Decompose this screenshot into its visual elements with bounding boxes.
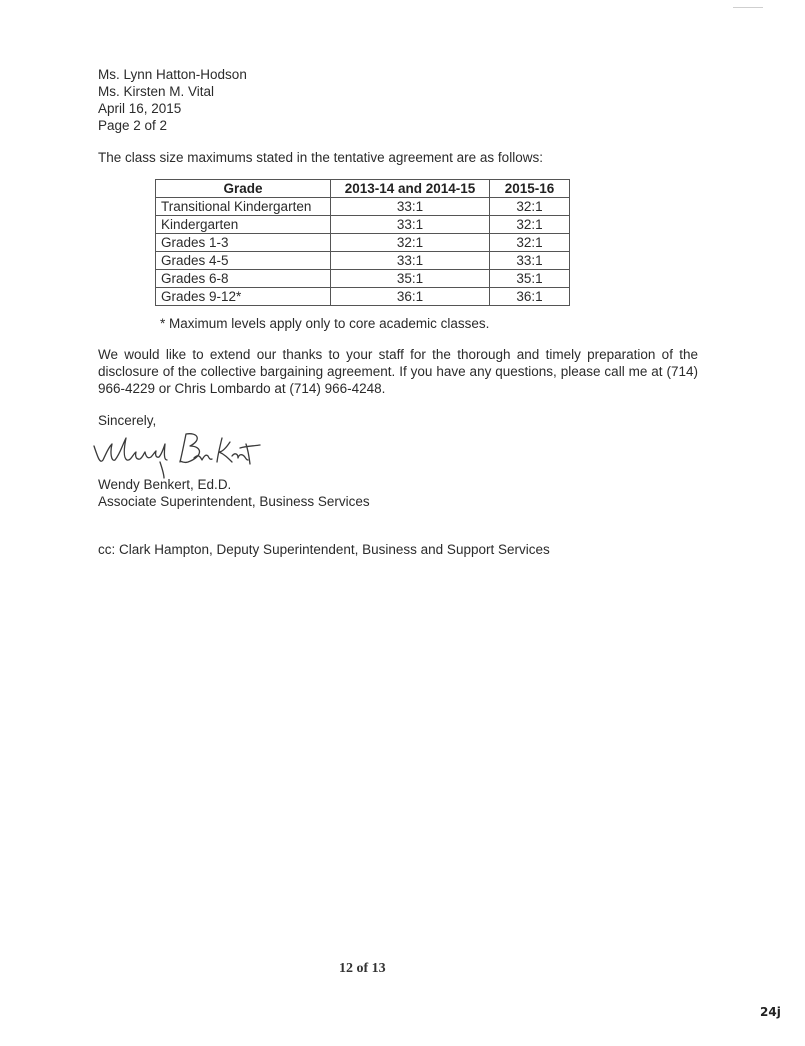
item-code: 24j	[760, 1005, 781, 1019]
ratio-cell: 32:1	[490, 216, 570, 234]
ratio-cell: 35:1	[490, 270, 570, 288]
grade-cell: Grades 9-12*	[156, 288, 331, 306]
ratio-cell: 33:1	[331, 252, 490, 270]
cc-line: cc: Clark Hampton, Deputy Superintendent, Business and Support Services	[98, 542, 550, 557]
table-row	[156, 216, 570, 234]
ratio-cell: 35:1	[331, 270, 490, 288]
column-header-grade: Grade	[156, 180, 331, 198]
grade-cell: Grades 4-5	[156, 252, 331, 270]
table-footnote: * Maximum levels apply only to core academic classes.	[160, 316, 490, 331]
scan-artifact-line	[733, 7, 763, 8]
recipient-line-2: Ms. Kirsten M. Vital	[98, 84, 215, 99]
table-row	[156, 234, 570, 252]
table-row	[156, 288, 570, 306]
class-size-table	[155, 179, 570, 306]
grade-cell: Transitional Kindergarten	[156, 198, 331, 216]
page-counter: 12 of 13	[339, 961, 386, 976]
signer-title: Associate Superintendent, Business Services	[98, 494, 370, 509]
letter-date: April 16, 2015	[98, 101, 182, 116]
handwritten-signature	[90, 424, 265, 480]
closing-salutation: Sincerely,	[98, 413, 157, 428]
ratio-cell: 36:1	[490, 288, 570, 306]
ratio-cell: 36:1	[331, 288, 490, 306]
grade-cell: Grades 6-8	[156, 270, 331, 288]
recipient-line-1: Ms. Lynn Hatton-Hodson	[98, 67, 247, 82]
ratio-cell: 32:1	[490, 234, 570, 252]
table-row	[156, 270, 570, 288]
intro-paragraph: The class size maximums stated in the tentative agreement are as follows:	[98, 150, 543, 165]
ratio-cell: 33:1	[490, 252, 570, 270]
table-row	[156, 198, 570, 216]
grade-cell: Grades 1-3	[156, 234, 331, 252]
ratio-cell: 33:1	[331, 198, 490, 216]
signer-name: Wendy Benkert, Ed.D.	[98, 477, 232, 492]
ratio-cell: 32:1	[490, 198, 570, 216]
signer-block	[98, 476, 370, 510]
letter-header	[98, 66, 247, 134]
page-label: Page 2 of 2	[98, 118, 168, 133]
column-header-2013-15: 2013-14 and 2014-15	[331, 180, 490, 198]
ratio-cell: 33:1	[331, 216, 490, 234]
table-header-row	[156, 180, 570, 198]
grade-cell: Kindergarten	[156, 216, 331, 234]
table-row	[156, 252, 570, 270]
ratio-cell: 32:1	[331, 234, 490, 252]
column-header-2015-16: 2015-16	[490, 180, 570, 198]
thanks-paragraph: We would like to extend our thanks to your staff for the thorough and timely preparation of the disclosure of the collective bargaining agreement. If you have any questions, please call me at (714) 966-4229 or Chris Lombardo at (714) 966-4248.	[98, 347, 698, 396]
